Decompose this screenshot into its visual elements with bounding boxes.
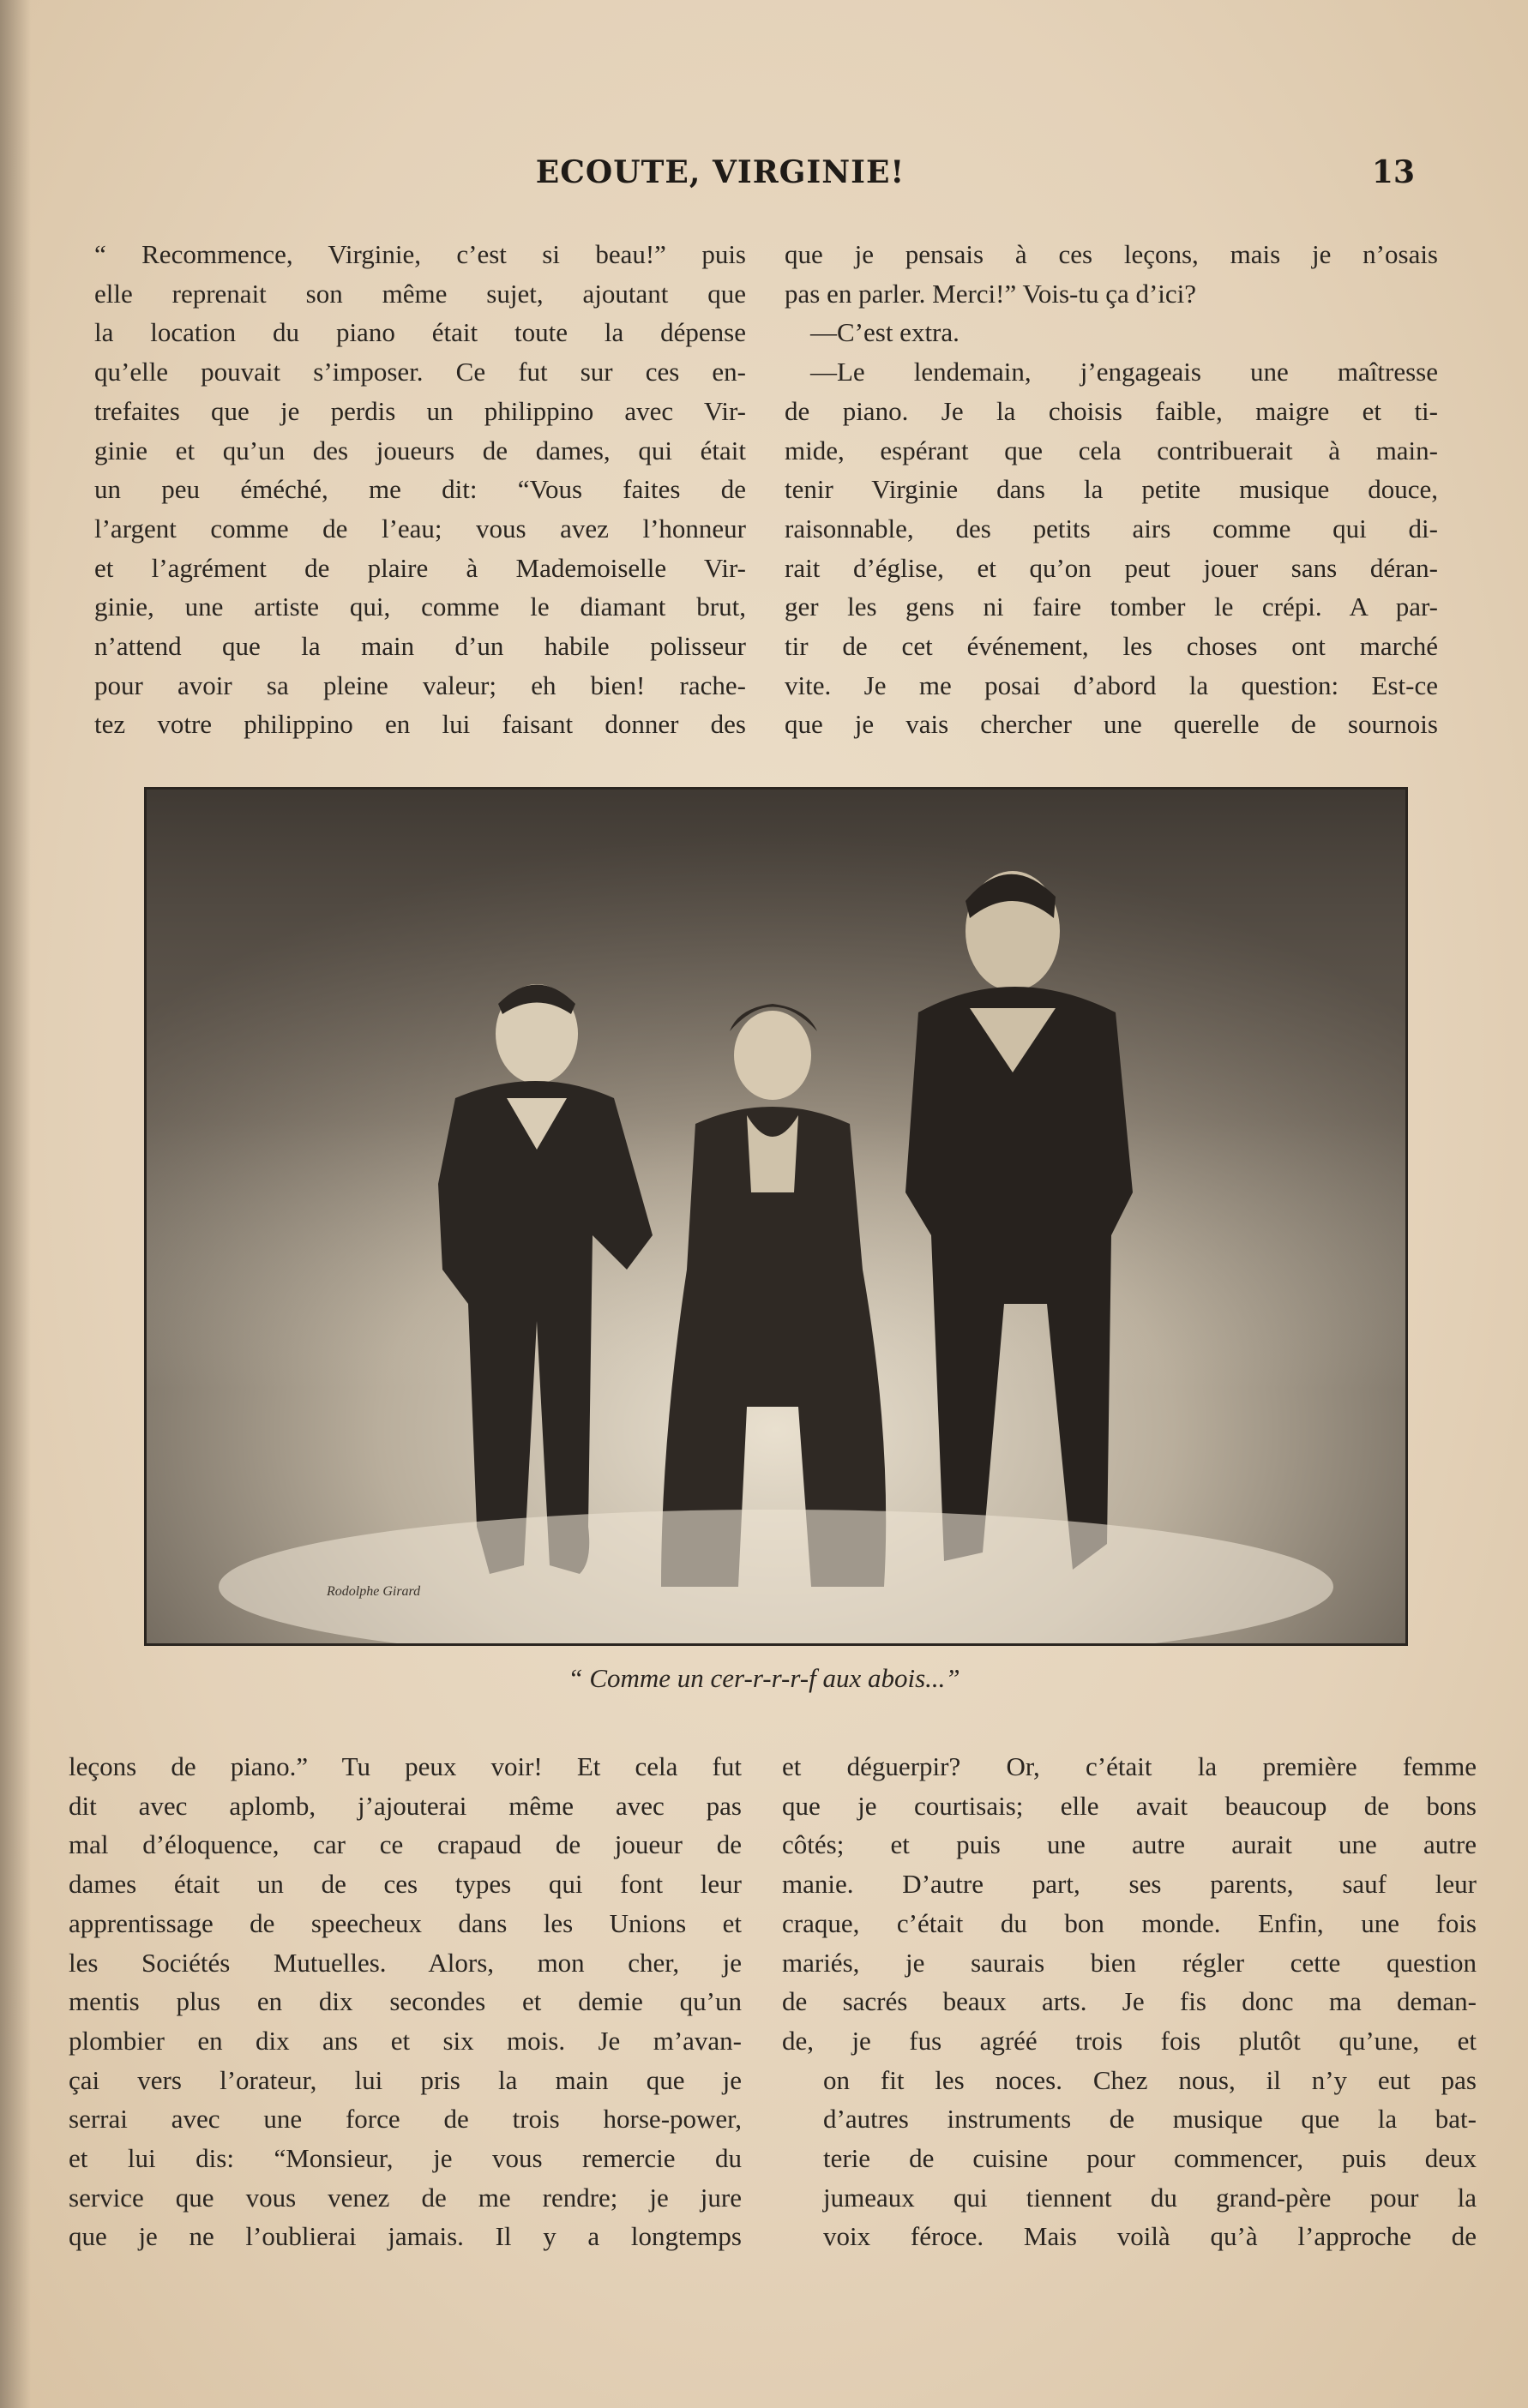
text-line: mal d’éloquence, car ce crapaud de joueur de — [69, 1829, 742, 1860]
text-line: et lui dis: “Monsieur, je vous remercie du — [69, 2143, 742, 2174]
text-line: mariés, je saurais bien régler cette question — [782, 1947, 1477, 1978]
text-line: qu’elle pouvait s’imposer. Ce fut sur ces en- — [94, 357, 746, 387]
illustration-three-figures-icon — [147, 790, 1405, 1643]
column-bottom-left — [69, 1747, 742, 2256]
text-line: vite. Je me posai d’abord la question: Est-ce — [785, 670, 1438, 700]
text-line: —Le lendemain, j’engageais une maîtresse — [810, 357, 1438, 387]
text-line: et déguerpir? Or, c’était la première femme — [782, 1751, 1477, 1781]
text-line: de piano. Je la choisis faible, maigre et ti- — [785, 395, 1438, 426]
text-line: voix féroce. Mais voilà qu’à l’approche de — [823, 2221, 1477, 2252]
text-line: apprentissage de speecheux dans les Unions et — [69, 1907, 742, 1938]
text-line: mide, espérant que cela contribuerait à main- — [785, 435, 1438, 465]
text-line: de, je fus agréé trois fois plutôt qu’une, et — [782, 2025, 1477, 2056]
text-line: ginie, une artiste qui, comme le diamant brut, — [94, 591, 746, 622]
artist-signature: Rodolphe Girard — [327, 1584, 421, 1599]
text-line: ger les gens ni faire tomber le crépi. A par- — [785, 591, 1438, 622]
text-line: ginie et qu’un des joueurs de dames, qui était — [94, 435, 746, 465]
text-line: trefaites que je perdis un philippino avec Vir- — [94, 395, 746, 426]
text-line: que je courtisais; elle avait beaucoup de bons — [782, 1790, 1477, 1821]
illustration-caption: “ Comme un cer-r-r-r-f aux abois...” — [568, 1663, 960, 1693]
text-line: —C’est extra. — [810, 317, 960, 348]
page-edge-shadow — [0, 0, 31, 2408]
text-line: on fit les noces. Chez nous, il n’y eut pas — [823, 2064, 1477, 2095]
text-line: que je vais chercher une querelle de sournois — [785, 709, 1438, 740]
text-line: de sacrés beaux arts. Je fis donc ma deman- — [782, 1986, 1477, 2017]
text-line: manie. D’autre part, ses parents, sauf leur — [782, 1869, 1477, 1900]
text-line: dames était un de ces types qui font leur — [69, 1869, 742, 1900]
column-top-right — [785, 235, 1438, 744]
text-line: la location du piano était toute la dépense — [94, 317, 746, 348]
text-line: n’attend que la main d’un habile polisseur — [94, 631, 746, 662]
text-line: pour avoir sa pleine valeur; eh bien! rache- — [94, 670, 746, 700]
text-line: tir de cet événement, les choses ont marché — [785, 631, 1438, 662]
text-line: les Sociétés Mutuelles. Alors, mon cher, je — [69, 1947, 742, 1978]
text-line: tez votre philippino en lui faisant donner des — [94, 709, 746, 740]
text-line: que je ne l’oublierai jamais. Il y a longtemps — [69, 2221, 742, 2252]
text-line: plombier en dix ans et six mois. Je m’avan- — [69, 2025, 742, 2056]
page-title: ECOUTE, VIRGINIE! — [535, 154, 905, 190]
text-line: craque, c’était du bon monde. Enfin, une fois — [782, 1907, 1477, 1938]
text-line: serrai avec une force de trois horse-power, — [69, 2104, 742, 2135]
text-line: terie de cuisine pour commencer, puis deux — [823, 2143, 1477, 2174]
text-line: mentis plus en dix secondes et demie qu’un — [69, 1986, 742, 2017]
text-line: “ Recommence, Virginie, c’est si beau!” puis — [94, 239, 746, 269]
page-number: 13 — [1371, 154, 1415, 190]
text-line: d’autres instruments de musique que la bat- — [823, 2104, 1477, 2135]
text-line: tenir Virginie dans la petite musique douce, — [785, 474, 1438, 505]
text-line: elle reprenait son même sujet, ajoutant que — [94, 278, 746, 309]
text-line: jumeaux qui tiennent du grand-père pour la — [823, 2182, 1477, 2213]
text-line: l’argent comme de l’eau; vous avez l’honneur — [94, 513, 746, 543]
column-bottom-right — [782, 1747, 1477, 2256]
running-head — [0, 154, 1528, 206]
illustration — [144, 787, 1408, 1646]
text-line: raisonnable, des petits airs comme qui di- — [785, 513, 1438, 543]
text-line: côtés; et puis une autre aurait une autre — [782, 1829, 1477, 1860]
text-line: rait d’église, et qu’on peut jouer sans déran- — [785, 552, 1438, 583]
column-top-left — [94, 235, 746, 744]
text-line: leçons de piano.” Tu peux voir! Et cela fut — [69, 1751, 742, 1781]
text-line: que je pensais à ces leçons, mais je n’osais — [785, 239, 1438, 269]
text-line: un peu éméché, me dit: “Vous faites de — [94, 474, 746, 505]
text-line: çai vers l’orateur, lui pris la main que je — [69, 2064, 742, 2095]
text-line: pas en parler. Merci!” Vois-tu ça d’ici? — [785, 278, 1197, 309]
text-line: et l’agrément de plaire à Mademoiselle Vir- — [94, 552, 746, 583]
text-line: service que vous venez de me rendre; je jure — [69, 2182, 742, 2213]
text-line: dit avec aplomb, j’ajouterai même avec pas — [69, 1790, 742, 1821]
